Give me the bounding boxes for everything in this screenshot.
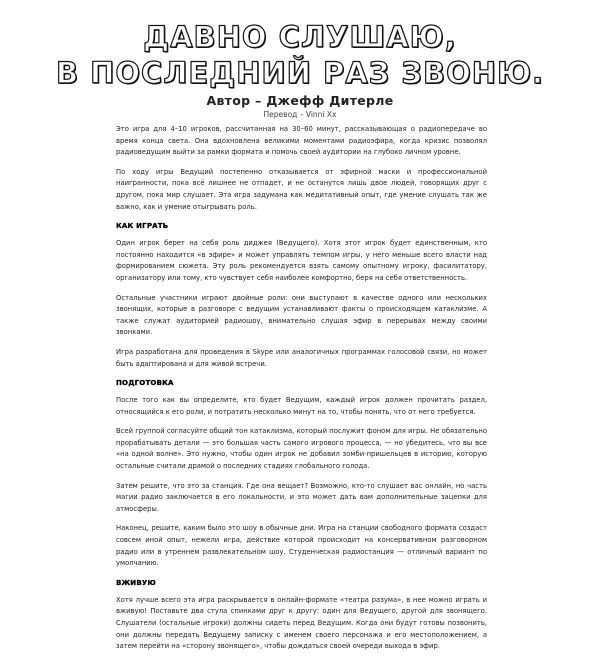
section-paragraph: Хотя лучше всего эта игра раскрывается в онлайн-формате «театра разума», в нее можно играть и вживую! Поставьте два стула спинками друг к другу: один для Ведущего, другой для звонящего. Слушатели (остальные игроки) должны сидеть перед Ведущим. Когда они будут готовы позвонить, они должны передать Ведущему записку с именем своего персонажа и его местоположением, а затем перейти на «сторону звонящего», чтобы дождаться своей очереди выхода в эфир. bbox=[116, 595, 487, 651]
title-line-2: В ПОСЛЕДНИЙ РАЗ ЗВОНЮ. bbox=[55, 56, 545, 90]
section-paragraph: Всей группой согласуйте общий тон катаклизма, который послужит фоном для игры. Не обязательно прорабатывать детали — это большая часть самого игрового процесса, — но убедитесь, что вы все «на одной волне». Это нужно, чтобы один игрок не добавил зомби-пришельцев в историю, которую остальные считали драмой о последних стадиях глобального голода. bbox=[116, 427, 487, 471]
section-paragraph: Затем решите, что это за станция. Где она вещает? Возможно, кто-то слушает вас онлайн, но часть магии радио заключается в его локальности, и это может дать вам дополнительные зацепки для атмосферы. bbox=[116, 481, 487, 513]
section-paragraph: Игра разработана для проведения в Skype или аналогичных программах голосовой связи, но может быть адаптирована и для живой встречи. bbox=[116, 347, 487, 368]
section-paragraph: После того как вы определите, кто будет Ведущим, каждый игрок должен прочитать раздел, относящийся к его роли, и потратить несколько минут на то, чтобы понять, что от него требуется. bbox=[116, 396, 487, 416]
intro-paragraph-1: Это игра для 4–10 игроков, рассчитанная на 30–60 минут, рассказывающая о радиопередаче во время конца света. Она вдохновлена великими моментами радиоэфира, когда кризис позволял радиоведущим выйти за рамки формата и помочь своей аудитории на глубоко личном уровне. bbox=[116, 125, 487, 157]
section-heading-how-to-play: КАК ИГРАТЬ bbox=[116, 222, 169, 231]
section-heading-preparation: ПОДГОТОВКА bbox=[116, 379, 174, 388]
title-line-1: ДАВНО СЛУШАЮ, bbox=[143, 20, 457, 54]
translator-line: Перевод – Vinni Xx bbox=[263, 110, 337, 119]
section-paragraph: Остальные участники играют двойные роли: они выступают в качестве одного или нескольких звонящих, которые в разговоре с ведущим устанавливают факты о происходящем катаклизме. А также служат аудиторией радиошоу, внимательно слушая эфир в перерывах между своими звонками. bbox=[116, 293, 487, 337]
section-paragraph: Один игрок берет на себя роль диджея (Ведущего). Хотя этот игрок будет единственным, кто постоянно находится «в эфире» и может управлять темпом игры, у него меньше всего власти над формированием сюжета. Эту роль рекомендуется взять самому опытному игроку, фасилитатору, организатору или тому, кто чувствует себя наиболее комфортно, беря на себя ответственность. bbox=[116, 239, 487, 282]
body-text bbox=[116, 124, 487, 661]
intro-paragraph-2: По ходу игры Ведущий постепенно отказывается от эфирной маски и профессиональной наигранности, пока всё лишнее не отпадет, и не останутся лишь двое людей, говорящих друг с другом, пока мир слушает. Эта игра задумана как медитативный опыт, где умение слушать так же важно, как и умение отыгрывать роль. bbox=[116, 167, 487, 211]
author-line: Автор – Джефф Дитерле bbox=[206, 93, 394, 108]
section-paragraph: Наконец, решите, каким было это шоу в обычные дни. Игра на станции свободного формата создаст совсем иной опыт, нежели игра, действие которой происходит на консервативном разговорном радио или в утреннем развлекательном шоу. Студенческая радиостанция — отличный вариант по умолчанию. bbox=[116, 524, 487, 568]
section-heading-live: ВЖИВУЮ bbox=[116, 578, 156, 587]
